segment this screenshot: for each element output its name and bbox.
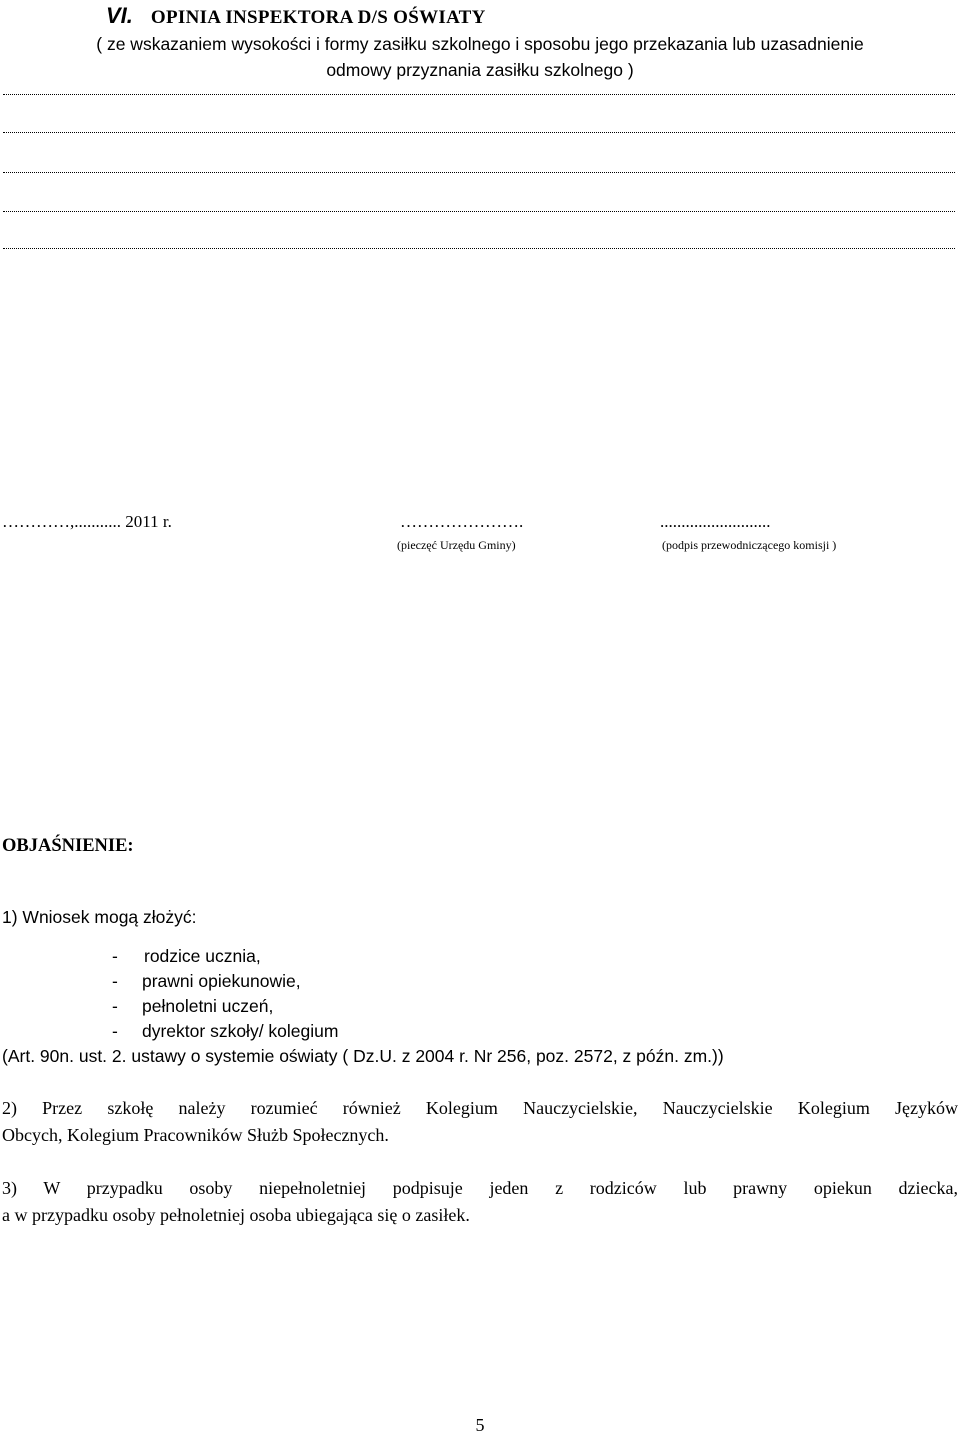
opinion-dotted-line-3[interactable]	[3, 172, 955, 173]
opinion-dotted-line-2[interactable]	[3, 132, 955, 133]
explanation-heading: OBJAŚNIENIE:	[2, 836, 134, 856]
explanation-point-3-line-2: a w przypadku osoby pełnoletniej osoba ubiegająca się o zasiłek.	[2, 1205, 470, 1225]
list-item-text: rodzice ucznia,	[144, 946, 261, 966]
opinion-dotted-line-4[interactable]	[3, 211, 955, 212]
signature-field[interactable]: ..........................	[660, 512, 771, 531]
list-item-text: pełnoletni uczeń,	[142, 996, 274, 1016]
opinion-dotted-line-1[interactable]	[3, 94, 955, 95]
signature-caption: (podpis przewodniczącego komisji )	[662, 538, 837, 552]
explanation-point-1: 1) Wniosek mogą złożyć:	[2, 907, 197, 927]
section-subtitle-line-2: odmowy przyznania zasiłku szkolnego )	[326, 60, 634, 80]
section-header	[106, 3, 486, 29]
stamp-caption: (pieczęć Urzędu Gminy)	[397, 538, 516, 552]
date-field[interactable]: …………,........... 2011 r.	[2, 512, 172, 531]
list-item-text: dyrektor szkoły/ kolegium	[142, 1021, 339, 1041]
section-number: VI.	[106, 3, 133, 28]
page-number: 5	[475, 1415, 485, 1435]
stamp-field[interactable]: ………………….	[400, 512, 524, 531]
list-item-text: prawni opiekunowie,	[142, 971, 301, 991]
legal-reference: (Art. 90n. ust. 2. ustawy o systemie oświaty ( Dz.U. z 2004 r. Nr 256, poz. 2572, z późn. zm.))	[2, 1046, 724, 1066]
section-subtitle-line-1: ( ze wskazaniem wysokości i formy zasiłku szkolnego i sposobu jego przekazania lub uzasadnienie	[96, 34, 864, 54]
document-page: VI. OPINIA INSPEKTORA D/S OŚWIATY ( ze wskazaniem wysokości i formy zasiłku szkolnego i sposobu jego przekazania lub uzasadnienie odmowy przyznania zasiłku szkolnego ) …………,........... 2011 r. …………………. (pieczęć Urzędu Gminy) .......................... (podpis przewodniczącego komisji ) OBJAŚNIENIE: 1) Wniosek mogą złożyć: - rodzice ucznia, - prawni opiekunowie, - pełnoletni uczeń, - dyrektor szkoły/ kolegium (Art. 90n. ust. 2. ustawy o systemie oświaty ( Dz.U. z 2004 r. Nr 256, poz. 2572, z późn. zm.)) 2) Przez szkołę należy rozumieć również Kolegium Nauczycielskie, Nauczycielskie Kolegium Języków Obcych, Kolegium Pracowników Służb Społecznych. 3) W przypadku osoby niepełnoletniej podpisuje jeden z rodziców lub prawny opiekun dziecka, a w przypadku osoby pełnoletniej osoba ubiegająca się o zasiłek. 5	[2, 3, 958, 1435]
explanation-point-2-line-1: 2) Przez szkołę należy rozumieć również Kolegium Nauczycielskie, Nauczycielskie Kolegium Języków	[2, 1098, 958, 1118]
explanation-point-3-line-1: 3) W przypadku osoby niepełnoletniej podpisuje jeden z rodziców lub prawny opiekun dziecka,	[2, 1178, 958, 1198]
explanation-point-2-line-2: Obcych, Kolegium Pracowników Służb Społecznych.	[2, 1125, 389, 1145]
opinion-dotted-line-5[interactable]	[3, 248, 955, 249]
section-title: OPINIA INSPEKTORA D/S OŚWIATY	[150, 7, 486, 28]
